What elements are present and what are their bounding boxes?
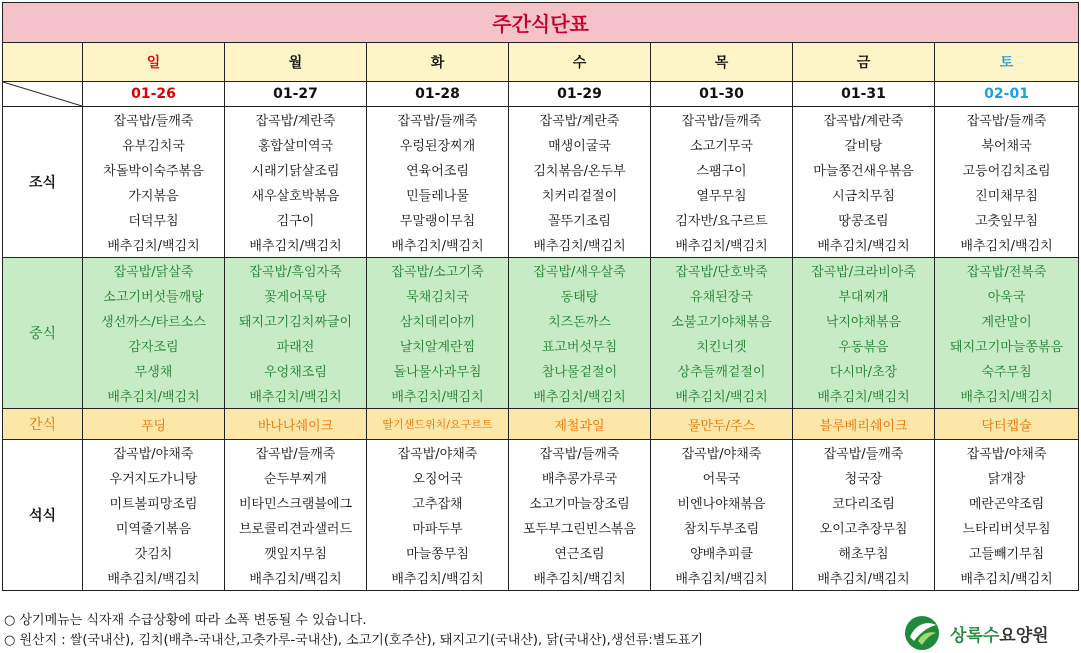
day-header: 수	[509, 43, 651, 82]
menu-item: 갈비탕	[793, 132, 935, 157]
diagonal-cell	[3, 82, 83, 107]
menu-item: 묵채김치국	[367, 283, 509, 308]
menu-item: 오징어국	[367, 465, 509, 490]
breakfast-label: 조식	[3, 107, 83, 258]
menu-item: 무생채	[83, 358, 225, 383]
lunch-label: 중식	[3, 258, 83, 409]
menu-item: 김자반/요구르트	[651, 207, 793, 232]
menu-item: 무말랭이무침	[367, 207, 509, 232]
menu-item: 푸딩	[83, 409, 225, 440]
notes	[4, 611, 703, 651]
menu-item: 날치알계란찜	[367, 333, 509, 358]
day-header: 화	[367, 43, 509, 82]
menu-item: 배추김치/백김치	[651, 383, 793, 409]
breakfast-row	[3, 182, 1079, 207]
menu-item: 딸기샌드위치/요구르트	[367, 409, 509, 440]
menu-item: 느타리버섯무침	[935, 515, 1079, 540]
menu-item: 잡곡밥/야채죽	[651, 440, 793, 466]
breakfast-row	[3, 157, 1079, 182]
menu-item: 깻잎지무침	[225, 540, 367, 565]
menu-item: 더덕무침	[83, 207, 225, 232]
menu-item: 고추잡채	[367, 490, 509, 515]
breakfast-row	[3, 232, 1079, 258]
menu-item: 배추김치/백김치	[225, 383, 367, 409]
lunch-row	[3, 383, 1079, 409]
page-title: 주간식단표	[3, 3, 1079, 43]
menu-item: 숙주무침	[935, 358, 1079, 383]
menu-item: 땅콩조림	[793, 207, 935, 232]
dinner-row	[3, 565, 1079, 591]
menu-item: 고춧잎무침	[935, 207, 1079, 232]
menu-item: 잡곡밥/들깨죽	[651, 107, 793, 133]
menu-item: 코다리조림	[793, 490, 935, 515]
menu-item: 고등어김치조림	[935, 157, 1079, 182]
date-header: 01-30	[651, 82, 793, 107]
menu-item: 낙지야채볶음	[793, 308, 935, 333]
date-header: 01-31	[793, 82, 935, 107]
menu-item: 파래전	[225, 333, 367, 358]
menu-item: 해초무침	[793, 540, 935, 565]
menu-item: 유채된장국	[651, 283, 793, 308]
menu-item: 잡곡밥/새우살죽	[509, 258, 651, 284]
menu-item: 배추김치/백김치	[651, 565, 793, 591]
date-header: 01-29	[509, 82, 651, 107]
menu-item: 잡곡밥/계란죽	[509, 107, 651, 133]
menu-item: 잡곡밥/들깨죽	[509, 440, 651, 466]
menu-item: 부대찌개	[793, 283, 935, 308]
menu-item: 배추김치/백김치	[83, 383, 225, 409]
breakfast-row	[3, 107, 1079, 133]
menu-item: 소고기무국	[651, 132, 793, 157]
menu-item: 배추김치/백김치	[83, 565, 225, 591]
menu-item: 잡곡밥/계란죽	[793, 107, 935, 133]
menu-item: 미트볼피망조림	[83, 490, 225, 515]
menu-item: 치킨너겟	[651, 333, 793, 358]
menu-item: 잡곡밥/크라비아죽	[793, 258, 935, 284]
menu-item: 배추김치/백김치	[367, 565, 509, 591]
menu-item: 소불고기야채볶음	[651, 308, 793, 333]
menu-item: 잡곡밥/계란죽	[225, 107, 367, 133]
menu-item: 물만두/주스	[651, 409, 793, 440]
menu-item: 포두부그린빈스볶음	[509, 515, 651, 540]
menu-item: 스팸구이	[651, 157, 793, 182]
menu-item: 동태탕	[509, 283, 651, 308]
menu-item: 배추김치/백김치	[83, 232, 225, 258]
menu-item: 북어채국	[935, 132, 1079, 157]
day-header: 목	[651, 43, 793, 82]
dinner-row	[3, 540, 1079, 565]
menu-item: 우거지도가니탕	[83, 465, 225, 490]
lunch-row	[3, 308, 1079, 333]
menu-item: 배추김치/백김치	[935, 383, 1079, 409]
menu-item: 잡곡밥/흑임자죽	[225, 258, 367, 284]
corner-cell	[3, 43, 83, 82]
menu-item: 잡곡밥/야채죽	[935, 440, 1079, 466]
lunch-row	[3, 358, 1079, 383]
menu-item: 배추김치/백김치	[509, 232, 651, 258]
menu-item: 청국장	[793, 465, 935, 490]
menu-item: 가지볶음	[83, 182, 225, 207]
menu-item: 비엔나야채볶음	[651, 490, 793, 515]
snack-row	[3, 409, 1079, 440]
menu-item: 우동볶음	[793, 333, 935, 358]
menu-item: 잡곡밥/들깨죽	[793, 440, 935, 466]
logo	[900, 611, 1070, 651]
lunch-row	[3, 258, 1079, 284]
lunch-row	[3, 283, 1079, 308]
diagonal-line	[3, 82, 82, 106]
menu-item: 소고기마늘장조림	[509, 490, 651, 515]
menu-item: 마늘쫑건새우볶음	[793, 157, 935, 182]
menu-item: 배추김치/백김치	[793, 232, 935, 258]
menu-item: 닥터캡슐	[935, 409, 1079, 440]
menu-item: 치즈돈까스	[509, 308, 651, 333]
menu-item: 배추김치/백김치	[651, 232, 793, 258]
dinner-row	[3, 465, 1079, 490]
menu-item: 배추김치/백김치	[367, 232, 509, 258]
note-line: ○ 상기메뉴는 식자재 수급상황에 따라 소폭 변동될 수 있습니다.	[4, 613, 367, 628]
menu-item: 김치볶음/온두부	[509, 157, 651, 182]
menu-item: 열무무침	[651, 182, 793, 207]
menu-sheet	[2, 2, 1078, 591]
menu-item: 참나물겉절이	[509, 358, 651, 383]
menu-item: 우엉채조림	[225, 358, 367, 383]
menu-item: 유부김치국	[83, 132, 225, 157]
snack-label: 간식	[3, 409, 83, 440]
logo-text	[950, 621, 1049, 646]
menu-item: 바나나쉐이크	[225, 409, 367, 440]
menu-item: 잡곡밥/소고기죽	[367, 258, 509, 284]
date-header: 01-27	[225, 82, 367, 107]
menu-item: 잡곡밥/야채죽	[367, 440, 509, 466]
menu-item: 배추김치/백김치	[935, 232, 1079, 258]
menu-item: 순두부찌개	[225, 465, 367, 490]
breakfast-row	[3, 207, 1079, 232]
menu-item: 매생이굴국	[509, 132, 651, 157]
day-header: 토	[935, 43, 1079, 82]
menu-item: 제철과일	[509, 409, 651, 440]
menu-item: 배추콩가루국	[509, 465, 651, 490]
logo-name: 상록수	[950, 626, 1000, 646]
menu-item: 잡곡밥/전복죽	[935, 258, 1079, 284]
menu-item: 잡곡밥/닭살죽	[83, 258, 225, 284]
date-header: 01-26	[83, 82, 225, 107]
menu-item: 차돌박이숙주볶음	[83, 157, 225, 182]
dinner-label: 석식	[3, 440, 83, 591]
menu-item: 잡곡밥/들깨죽	[83, 107, 225, 133]
menu-item: 배추김치/백김치	[225, 565, 367, 591]
menu-item: 계란말이	[935, 308, 1079, 333]
menu-item: 시금치무침	[793, 182, 935, 207]
note-line: ○ 원산지 : 쌀(국내산), 김치(배추-국내산,고춧가루-국내산), 소고기(호주산), 돼지고기(국내산), 닭(국내산),생선류:별도표기	[4, 633, 704, 648]
lunch-row	[3, 333, 1079, 358]
menu-item: 진미채무침	[935, 182, 1079, 207]
menu-item: 잡곡밥/단호박죽	[651, 258, 793, 284]
leaf-logo-icon	[900, 611, 944, 651]
menu-item: 배추김치/백김치	[793, 565, 935, 591]
menu-item: 참치두부조림	[651, 515, 793, 540]
menu-item: 배추김치/백김치	[225, 232, 367, 258]
menu-item: 소고기버섯들깨탕	[83, 283, 225, 308]
menu-item: 생선까스/타르소스	[83, 308, 225, 333]
date-header: 01-28	[367, 82, 509, 107]
menu-item: 연근조림	[509, 540, 651, 565]
menu-item: 김구이	[225, 207, 367, 232]
menu-item: 메란곤약조림	[935, 490, 1079, 515]
menu-item: 양배추피클	[651, 540, 793, 565]
menu-item: 연육어조림	[367, 157, 509, 182]
menu-item: 마파두부	[367, 515, 509, 540]
menu-item: 감자조림	[83, 333, 225, 358]
menu-item: 브로콜리견과샐러드	[225, 515, 367, 540]
menu-item: 잡곡밥/들깨죽	[225, 440, 367, 466]
menu-item: 어묵국	[651, 465, 793, 490]
menu-item: 홍합살미역국	[225, 132, 367, 157]
menu-item: 닭개장	[935, 465, 1079, 490]
menu-item: 삼치데리야끼	[367, 308, 509, 333]
weekly-menu-table	[2, 2, 1079, 591]
date-header: 02-01	[935, 82, 1079, 107]
menu-item: 상추들깨겉절이	[651, 358, 793, 383]
menu-item: 잡곡밥/야채죽	[83, 440, 225, 466]
dinner-row	[3, 440, 1079, 466]
menu-item: 새우살호박볶음	[225, 182, 367, 207]
day-header: 금	[793, 43, 935, 82]
menu-item: 꽃게어묵탕	[225, 283, 367, 308]
menu-item: 비타민스크램블에그	[225, 490, 367, 515]
logo-suffix: 요양원	[999, 626, 1049, 646]
menu-item: 민들레나물	[367, 182, 509, 207]
menu-item: 배추김치/백김치	[793, 383, 935, 409]
day-header: 일	[83, 43, 225, 82]
menu-item: 표고버섯무침	[509, 333, 651, 358]
menu-item: 갓김치	[83, 540, 225, 565]
menu-item: 꼴뚜기조림	[509, 207, 651, 232]
menu-item: 배추김치/백김치	[935, 565, 1079, 591]
menu-item: 배추김치/백김치	[509, 565, 651, 591]
menu-item: 마늘쫑무침	[367, 540, 509, 565]
menu-item: 치커리겉절이	[509, 182, 651, 207]
breakfast-row	[3, 132, 1079, 157]
menu-item: 돌나물사과무침	[367, 358, 509, 383]
menu-item: 배추김치/백김치	[509, 383, 651, 409]
dinner-row	[3, 490, 1079, 515]
dinner-row	[3, 515, 1079, 540]
menu-item: 돼지고기김치짜글이	[225, 308, 367, 333]
menu-item: 배추김치/백김치	[367, 383, 509, 409]
menu-item: 잡곡밥/들깨죽	[367, 107, 509, 133]
menu-item: 오이고추장무침	[793, 515, 935, 540]
menu-item: 다시마/초장	[793, 358, 935, 383]
menu-item: 돼지고기마늘쫑볶음	[935, 333, 1079, 358]
menu-item: 고들빼기무침	[935, 540, 1079, 565]
menu-item: 시래기닭살조림	[225, 157, 367, 182]
menu-item: 미역줄기볶음	[83, 515, 225, 540]
menu-item: 아욱국	[935, 283, 1079, 308]
day-header: 월	[225, 43, 367, 82]
menu-item: 블루베리쉐이크	[793, 409, 935, 440]
menu-item: 잡곡밥/들깨죽	[935, 107, 1079, 133]
menu-item: 우렁된장찌개	[367, 132, 509, 157]
